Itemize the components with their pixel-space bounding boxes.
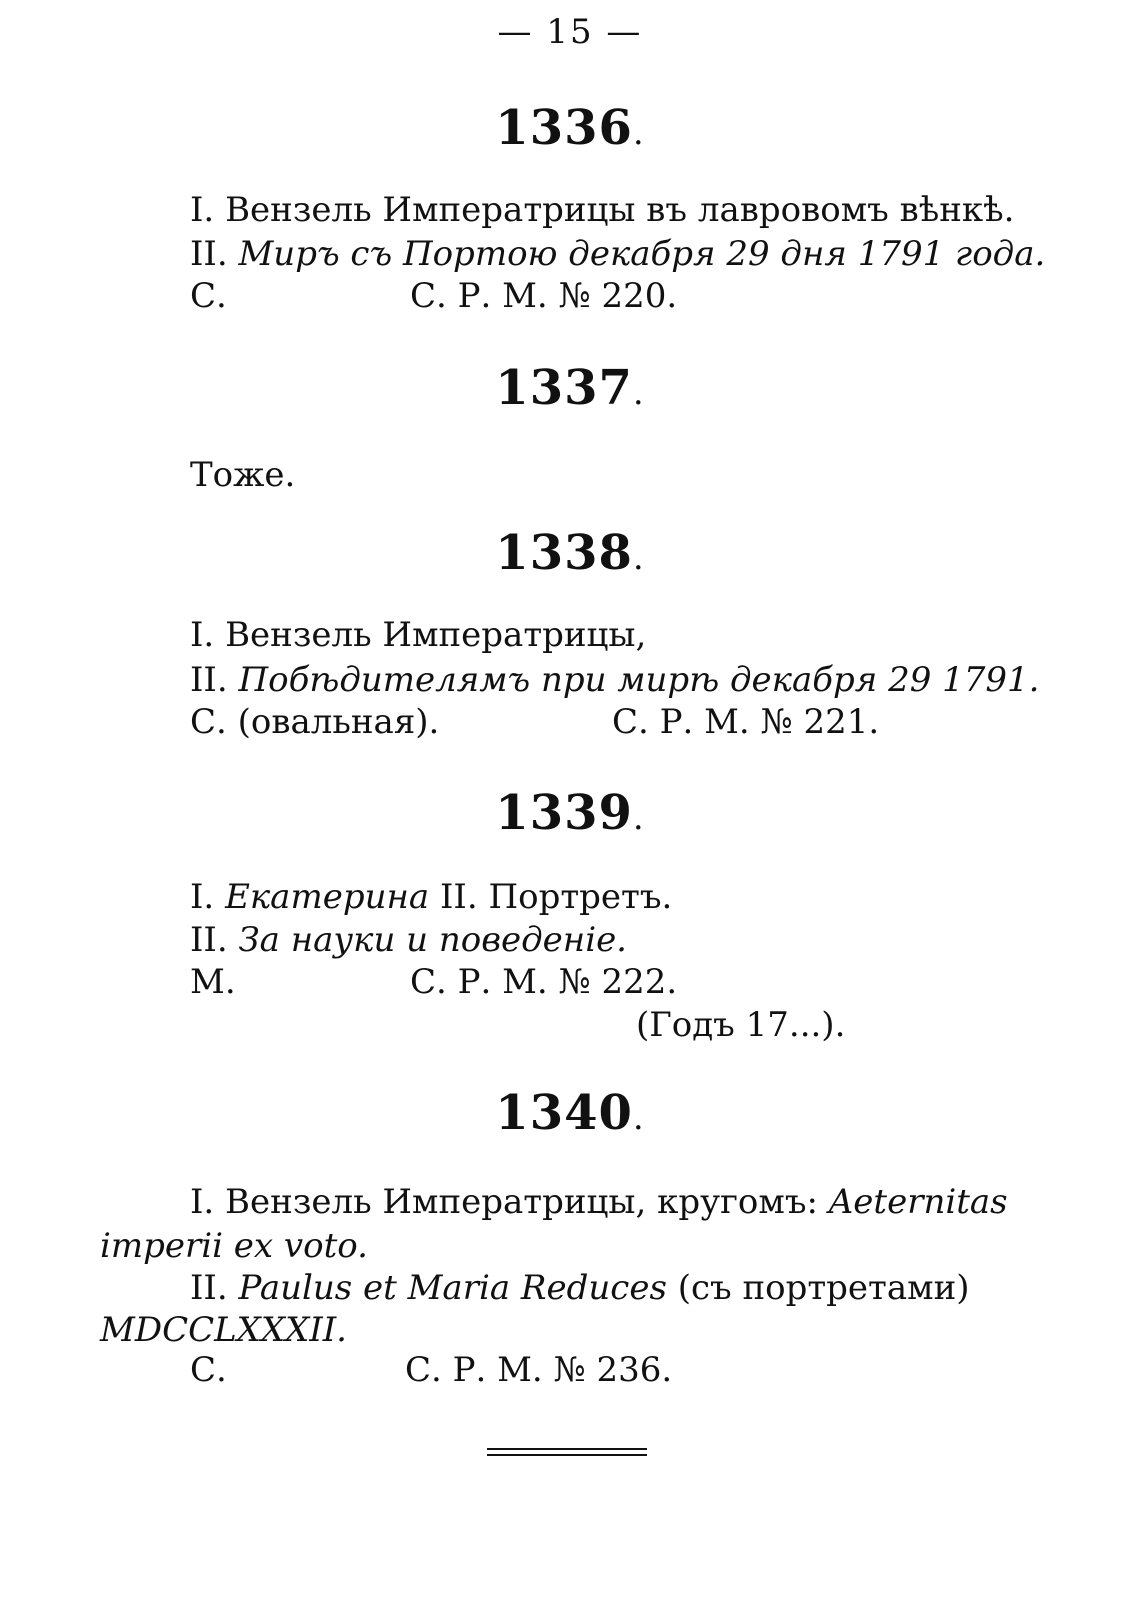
entry-line: II. Миръ съ Портою декабря 29 дня 1791 года. — [190, 234, 1046, 274]
metal-label: С. — [190, 1350, 227, 1390]
entry-line: II. Побѣдителямъ при мирѣ декабря 29 1791. — [190, 660, 1040, 700]
entry-heading: 1336. — [495, 100, 645, 156]
entry-line: II. За науки и поведеніе. — [190, 920, 627, 960]
entry-line: I. Вензель Императрицы, — [190, 615, 647, 655]
catalog-reference: С. Р. М. № 221. — [612, 702, 880, 742]
entry-line: I. Екатерина II. Портретъ. — [190, 877, 673, 917]
page-number: — 15 — — [497, 12, 643, 52]
entry-line: I. Вензель Императрицы въ лавровомъ вѣнкѣ. — [190, 190, 1015, 230]
catalog-reference: С. Р. М. № 220. — [410, 276, 678, 316]
end-rule — [487, 1454, 647, 1456]
metal-label: С. (овальная). — [190, 702, 440, 742]
metal-label: М. — [190, 962, 236, 1002]
catalog-reference: С. Р. М. № 222. — [410, 962, 678, 1002]
end-rule — [487, 1448, 647, 1450]
entry-line: Тоже. — [190, 455, 296, 495]
entry-line: I. Вензель Императрицы, кругомъ: Aeternitas — [190, 1182, 1008, 1222]
entry-heading: 1337. — [495, 360, 645, 416]
entry-line: II. Paulus et Maria Reduces (съ портретами) — [190, 1268, 970, 1308]
entry-line: imperii ex voto. — [100, 1226, 368, 1266]
metal-label: С. — [190, 276, 227, 316]
entry-line: MDCCLXXXII. — [100, 1310, 347, 1350]
year-note: (Годъ 17...). — [636, 1005, 846, 1045]
entry-heading: 1340. — [495, 1085, 645, 1141]
catalog-reference: С. Р. М. № 236. — [405, 1350, 673, 1390]
entry-heading: 1339. — [495, 785, 645, 841]
entry-heading: 1338. — [495, 525, 645, 581]
